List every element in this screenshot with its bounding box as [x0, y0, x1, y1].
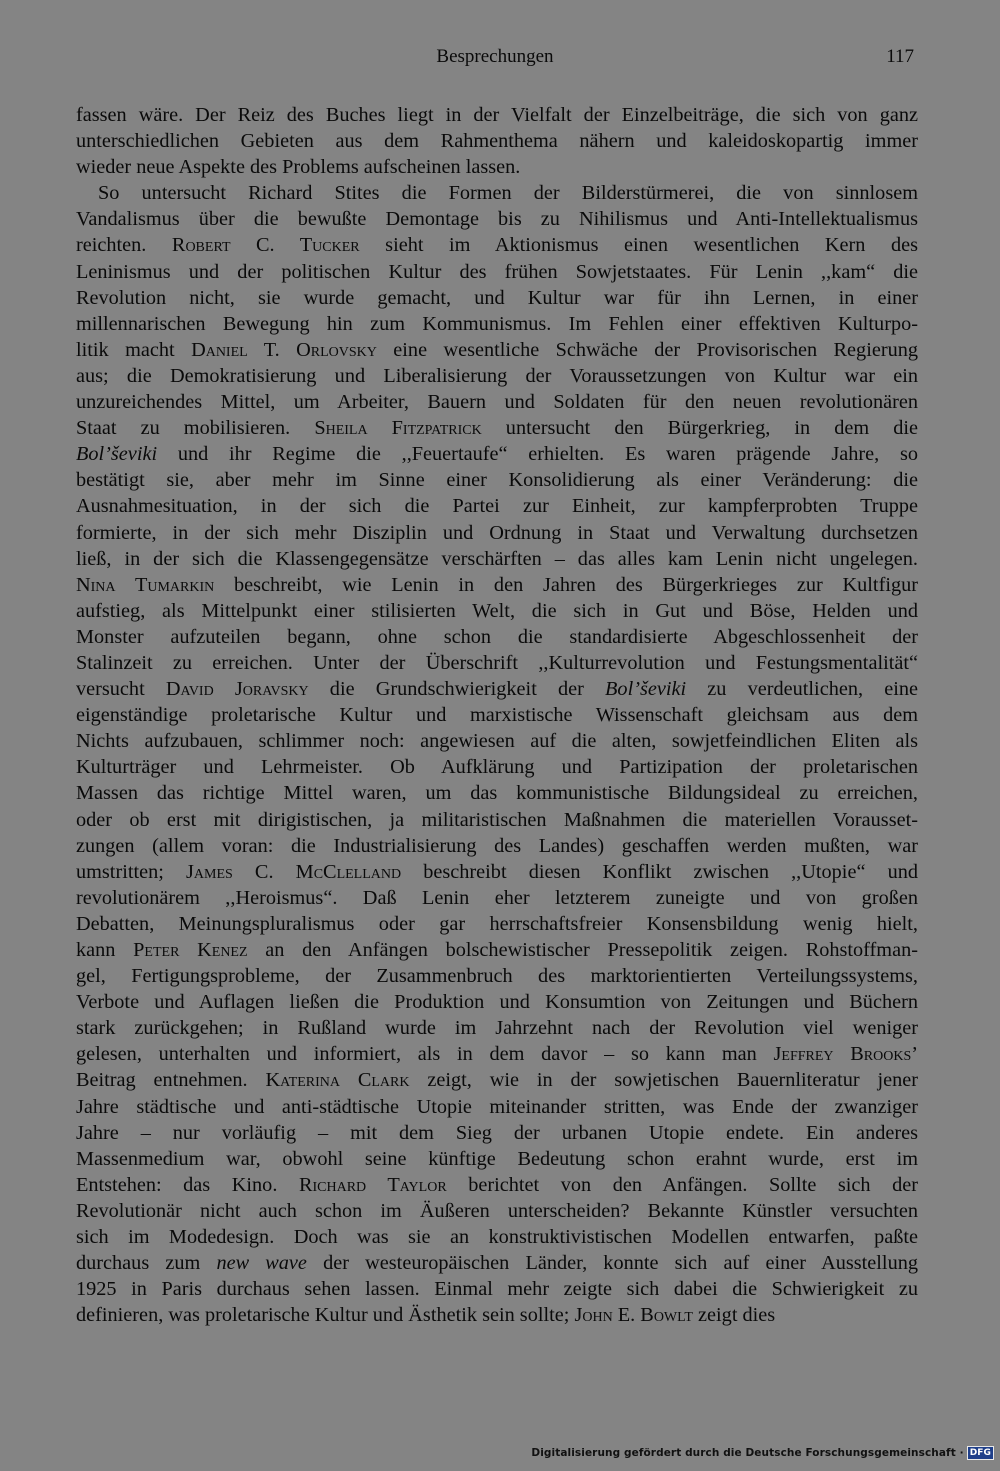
text-run: oder ob erst mit dirigistischen, ja militaristischen Maßnahmen die materiellen Vorausset- — [76, 808, 918, 831]
text-run: 1925 in Paris durchaus sehen lassen. Einmal mehr zeigte sich dabei die Schwierigkeit zu — [76, 1278, 918, 1301]
text-line — [76, 389, 918, 415]
text-line — [76, 1172, 918, 1198]
text-run: Staat zu mobilisieren. — [76, 417, 315, 440]
text-line — [76, 154, 918, 180]
text-run: Jahre – nur vorläufig – mit dem Sieg der urbanen Utopie endete. Ein anderes — [76, 1121, 918, 1144]
author-name: Daniel T. Orlovsky — [191, 338, 377, 361]
text-run: gel, Fertigungsprobleme, der Zusammenbruch des marktorientierten Verteilungssystems, — [76, 965, 918, 988]
body-text — [76, 102, 918, 1328]
text-line — [76, 859, 918, 885]
text-run: bestätigt sie, aber mehr im Sinne einer Konsolidierung als einer Veränderung: die — [76, 469, 918, 492]
text-run: sieht im Aktionismus einen wesentlichen Kern des — [359, 234, 918, 257]
text-run: Jahre städtische und anti-städtische Utopie miteinander stritten, was Ende der zwanziger — [76, 1095, 918, 1118]
text-line — [76, 1302, 918, 1328]
text-line — [76, 937, 918, 963]
text-line — [76, 728, 918, 754]
author-name: Peter Kenez — [133, 939, 248, 961]
text-line — [76, 989, 918, 1015]
author-name: Nina Tumarkin — [76, 573, 215, 596]
text-line — [76, 754, 918, 780]
text-run: wieder neue Aspekte des Problems aufscheinen lassen. — [76, 156, 521, 179]
page-header — [76, 46, 914, 72]
text-run: Nichts aufzubauen, schlimmer noch: angewiesen auf die alten, sowjetfeindlichen Eliten als — [76, 730, 918, 753]
text-run: revolutionärem ,,Heroismus“. Daß Lenin eher letzterem zuneigte und von großen — [76, 886, 918, 909]
text-run: Ausnahmesituation, in der sich die Partei zur Einheit, zur kampferprobten Truppe — [76, 495, 918, 518]
text-line — [76, 415, 918, 441]
text-run: die Grundschwierigkeit der — [308, 678, 606, 701]
text-line — [76, 337, 918, 363]
text-line — [76, 493, 918, 519]
text-run: kann — [76, 939, 134, 961]
text-run: unterschiedlichen Gebieten aus dem Rahmenthema nähern und kaleidoskopartig immer — [76, 130, 918, 153]
text-line — [76, 285, 918, 311]
text-run: beschreibt, wie Lenin in den Jahren des Bürgerkrieges zur Kultfigur — [214, 573, 918, 596]
text-run: Verbote und Auflagen ließen die Produktion und Konsumtion von Zeitungen und Büchern — [76, 991, 918, 1014]
text-line — [76, 363, 918, 389]
text-run: berichtet von den Anfängen. Sollte sich der — [446, 1173, 919, 1196]
text-line — [76, 467, 918, 493]
text-line — [76, 702, 918, 728]
text-run: zeigt dies — [692, 1304, 776, 1327]
text-run: durchaus zum — [76, 1252, 217, 1275]
text-run: Massen das richtige Mittel waren, um das kommunistische Bildungsideal zu erreichen, — [76, 782, 918, 805]
text-run: umstritten; — [76, 860, 187, 883]
text-line — [76, 676, 918, 702]
text-line — [76, 546, 918, 572]
running-head: Besprechungen — [436, 46, 554, 67]
text-run: millennarischen Bewegung hin zum Kommunismus. Im Fehlen einer effektiven Kulturpo- — [76, 312, 918, 335]
text-run: der westeuropäischen Länder, konnte sich auf einer Ausstellung — [306, 1252, 918, 1275]
text-line — [76, 1015, 918, 1041]
text-run: So untersucht Richard Stites die Formen der Bilderstürmerei, die von sinnlosem — [98, 182, 918, 205]
text-run: beschreibt diesen Konflikt zwischen ,,Utopie“ und — [401, 860, 919, 883]
text-line — [76, 1224, 918, 1250]
text-run: versucht — [76, 678, 166, 701]
author-name: John E. Bowlt — [574, 1304, 693, 1327]
text-run: stark zurückgehen; in Rußland wurde im Jahrzehnt nach der Revolution viel weniger — [76, 1017, 918, 1040]
text-run: Leninismus und der politischen Kultur des frühen Sowjetstaates. Für Lenin ,,kam“ die — [76, 260, 918, 283]
text-run: definieren, was proletarische Kultur und Ästhetik sein sollte; — [76, 1304, 575, 1327]
page-number: 117 — [886, 46, 914, 67]
text-line — [76, 259, 918, 285]
text-line — [76, 1041, 918, 1067]
italic-term: new wave — [216, 1252, 307, 1275]
text-line — [76, 128, 918, 154]
text-run: an den Anfängen bolschewistischer Pressepolitik zeigen. Rohstoffman- — [247, 939, 918, 961]
text-run: untersucht den Bürgerkrieg, in dem die — [481, 417, 918, 440]
dfg-logo: DFG — [967, 1446, 994, 1460]
text-run: Massenmedium war, obwohl seine künftige Bedeutung schon erahnt wurde, erst im — [76, 1147, 918, 1170]
text-run: Kulturträger und Lehrmeister. Ob Aufklärung und Partizipation der proletarischen — [76, 756, 918, 779]
text-line — [76, 833, 918, 859]
text-line — [76, 807, 918, 833]
text-line — [76, 963, 918, 989]
footer-text: Digitalisierung gefördert durch die Deutsche Forschungsgemeinschaft · — [531, 1447, 964, 1459]
text-run: sich im Modedesign. Doch was sie an konstruktivistischen Modellen entwarfen, paßte — [76, 1226, 918, 1249]
italic-term: Bol’ševiki — [605, 678, 687, 701]
text-run: eigenständige proletarische Kultur und marxistische Wissenschaft gleichsam aus dem — [76, 704, 918, 727]
text-run: eine wesentliche Schwäche der Provisorischen Regierung — [376, 338, 919, 361]
text-line — [76, 1094, 918, 1120]
text-line — [76, 1276, 918, 1302]
text-line — [76, 911, 918, 937]
text-line — [76, 572, 918, 598]
author-name: David Joravsky — [165, 678, 309, 701]
text-line — [76, 1250, 918, 1276]
text-run: Revolutionär nicht auch schon im Äußeren unterscheiden? Bekannte Künstler versuchten — [76, 1199, 918, 1222]
text-run: zungen (allem voran: die Industrialisierung des Landes) geschaffen werden mußten, war — [76, 834, 918, 857]
text-run: Debatten, Meinungspluralismus oder gar herrschaftsfreier Konsensbildung wenig hielt, — [76, 912, 918, 935]
text-line — [76, 885, 918, 911]
text-run: reichten. — [76, 234, 172, 257]
text-run: gelesen, unterhalten und informiert, als in dem davor – so kann man — [76, 1043, 774, 1066]
text-run: fassen wäre. Der Reiz des Buches liegt in der Vielfalt der Einzelbeiträge, die sich von ganz — [76, 104, 918, 126]
text-run: zu verdeutlichen, eine — [686, 678, 918, 701]
text-line — [76, 780, 918, 806]
author-name: James C. McClelland — [186, 860, 402, 883]
text-line — [76, 206, 918, 232]
text-run: Beitrag entnehmen. — [76, 1069, 266, 1092]
text-run: Monster aufzuteilen begann, ohne schon die standardisierte Abgeschlossenheit der — [76, 625, 918, 648]
text-line — [76, 520, 918, 546]
author-name: Richard Taylor — [298, 1173, 447, 1196]
text-run: aus; die Demokratisierung und Liberalisierung der Voraussetzungen von Kultur war ein — [76, 364, 918, 387]
text-line — [76, 650, 918, 676]
text-run: formierte, in der sich mehr Disziplin und Ordnung in Staat und Verwaltung durchsetzen — [76, 521, 918, 544]
text-line — [76, 1198, 918, 1224]
digitization-footer — [531, 1446, 994, 1460]
text-run: Stalinzeit zu erreichen. Unter der Überschrift ,,Kulturrevolution und Festungsmentalität“ — [76, 651, 918, 674]
text-run: litik macht — [76, 338, 192, 361]
text-line — [76, 180, 918, 206]
text-line — [76, 102, 918, 128]
text-run: zeigt, wie in der sowjetischen Bauernliteratur jener — [409, 1069, 918, 1092]
text-run: unzureichendes Mittel, um Arbeiter, Bauern und Soldaten für den neuen revolutionären — [76, 391, 918, 414]
text-line — [76, 1146, 918, 1172]
text-run: Revolution nicht, sie wurde gemacht, und Kultur war für ihn Lernen, in einer — [76, 286, 918, 309]
text-line — [76, 1120, 918, 1146]
text-run: aufstieg, als Mittelpunkt einer stilisierten Welt, die sich in Gut und Böse, Helden und — [76, 599, 918, 622]
author-name: Robert C. Tucker — [171, 234, 360, 257]
text-run: und ihr Regime die ,,Feuertaufe“ erhielten. Es waren prägende Jahre, so — [157, 443, 918, 466]
author-name: Katerina Clark — [265, 1069, 410, 1092]
text-line — [76, 232, 918, 258]
text-line — [76, 624, 918, 650]
text-line — [76, 311, 918, 337]
text-run: Vandalismus über die bewußte Demontage bis zu Nihilismus und Anti-Intellektualismus — [76, 208, 918, 231]
text-run: ließ, in der sich die Klassengegensätze verschärften – das alles kam Lenin nicht ungelegen. — [76, 547, 918, 570]
text-line — [76, 441, 918, 467]
author-name: Sheila Fitzpatrick — [314, 417, 482, 440]
text-run: Entstehen: das Kino. — [76, 1173, 299, 1196]
text-line — [76, 598, 918, 624]
italic-term: Bol’ševiki — [76, 443, 158, 466]
author-name: Jeffrey Brooks’ — [773, 1043, 918, 1066]
text-line — [76, 1067, 918, 1093]
